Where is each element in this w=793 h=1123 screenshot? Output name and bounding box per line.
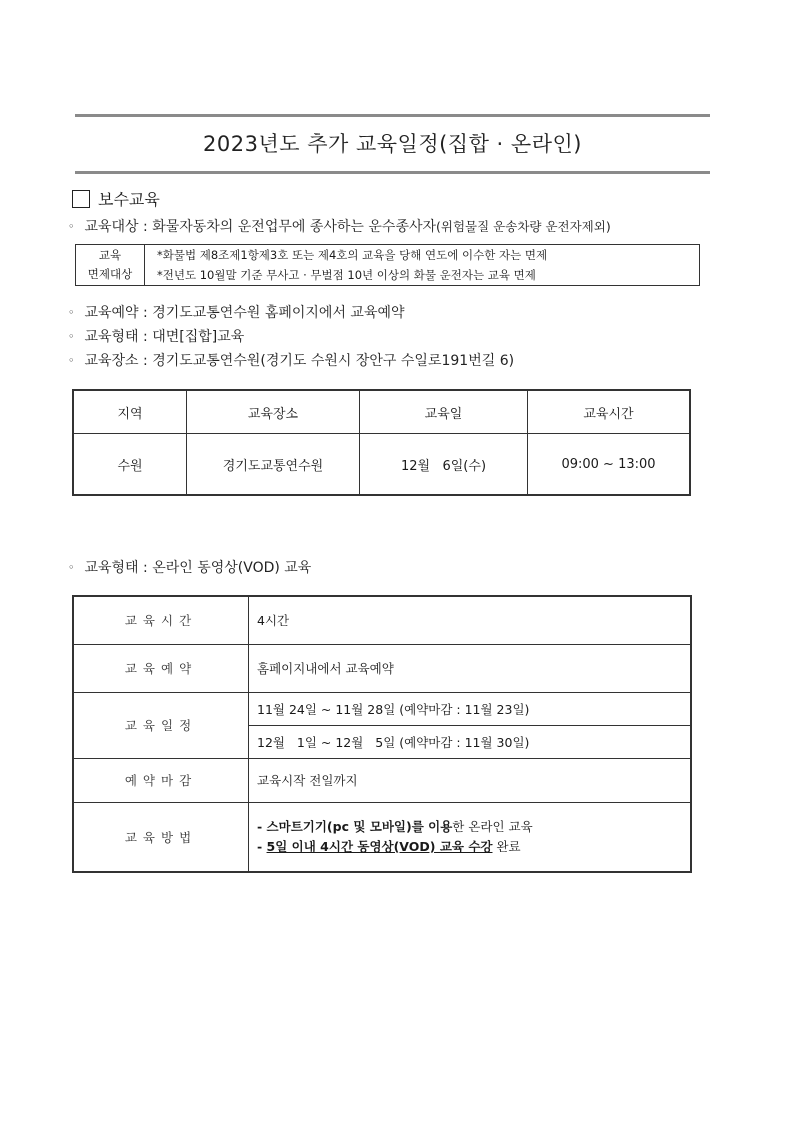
method-line-1-bold: - 스마트기기(pc 및 모바일)를 이용 — [257, 818, 453, 834]
table-row — [73, 434, 690, 496]
table-row — [73, 758, 691, 802]
row-value: 홈페이지내에서 교육예약 — [249, 644, 692, 692]
format-online-line: ◦ 교육형태 : 온라인 동영상(VOD) 교육 — [68, 560, 312, 576]
row-key: 교육일정 — [73, 692, 249, 758]
bullet-icon: ◦ — [68, 306, 75, 319]
title-bottom-rule — [75, 171, 710, 174]
table-header-row — [73, 390, 690, 434]
table-row — [73, 596, 691, 644]
exemption-line: *화물법 제8조제1항제3호 또는 제4호의 교육을 당해 연도에 이수한 자는 면제 — [145, 245, 700, 266]
section-label: 보수교육 — [98, 190, 160, 209]
format-offline-label: 교육형태 — [84, 329, 139, 345]
location-label: 교육장소 — [84, 353, 139, 369]
table-cell: 12월 6일(수) — [360, 434, 528, 496]
table-row — [76, 265, 700, 286]
bullet-icon: ◦ — [68, 220, 75, 233]
column-header: 교육장소 — [187, 390, 360, 434]
format-online-text: 온라인 동영상(VOD) 교육 — [152, 560, 312, 576]
exemption-header-line2: 면제대상 — [87, 267, 133, 281]
row-value: 12월 1일 ~ 12월 5일 (예약마감 : 11월 30일) — [249, 725, 692, 758]
table-row — [73, 692, 691, 725]
top-rule — [75, 114, 710, 117]
schedule-table — [72, 389, 691, 496]
reservation-label: 교육예약 — [84, 305, 139, 321]
reservation-text: 경기도교통연수원 홈페이지에서 교육예약 — [152, 305, 405, 321]
reservation-line: ◦ 교육예약 : 경기도교통연수원 홈페이지에서 교육예약 — [68, 305, 405, 321]
method-line-2-bold: 5일 이내 4시간 동영상(VOD) 교육 수강 — [266, 838, 493, 854]
exemption-line: *전년도 10월말 기준 무사고 · 무벌점 10년 이상의 화물 운전자는 교육 면제 — [145, 265, 700, 286]
exemption-header — [76, 245, 145, 286]
target-text: 화물자동차의 운전업무에 종사하는 운수종사자 — [152, 219, 437, 235]
row-value: 11월 24일 ~ 11월 28일 (예약마감 : 11월 23일) — [249, 692, 692, 725]
format-online-label: 교육형태 — [84, 560, 139, 576]
format-offline-line: ◦ 교육형태 : 대면[집합]교육 — [68, 329, 245, 345]
row-value: 교육시작 전일까지 — [249, 758, 692, 802]
row-value: 4시간 — [249, 596, 692, 644]
method-line-1-rest: 한 온라인 교육 — [452, 818, 533, 834]
column-header: 교육시간 — [528, 390, 691, 434]
checkbox-icon — [72, 190, 90, 208]
section-heading — [72, 187, 160, 210]
target-note: (위험물질 운송차량 운전자제외) — [436, 219, 611, 234]
online-table — [72, 595, 692, 873]
location-line: ◦ 교육장소 : 경기도교통연수원(경기도 수원시 장안구 수일로191번길 6) — [68, 353, 515, 369]
page-title: 2023년도 추가 교육일정(집합 · 온라인) — [203, 132, 582, 156]
method-line-1 — [257, 817, 689, 837]
table-row — [73, 802, 691, 872]
target-label: 교육대상 — [84, 219, 139, 235]
table-cell: 수원 — [73, 434, 187, 496]
column-header: 지역 — [73, 390, 187, 434]
bullet-icon: ◦ — [68, 330, 75, 343]
exemption-header-line1: 교육 — [98, 248, 122, 262]
row-key: 예약마감 — [73, 758, 249, 802]
method-line-2-prefix: - — [257, 838, 267, 854]
table-cell: 09:00 ~ 13:00 — [528, 434, 691, 496]
column-header: 교육일 — [360, 390, 528, 434]
row-key: 교육방법 — [73, 802, 249, 872]
method-cell — [249, 802, 692, 872]
format-offline-text: 대면[집합]교육 — [152, 329, 245, 345]
exemption-table — [75, 244, 700, 286]
location-text: 경기도교통연수원(경기도 수원시 장안구 수일로191번길 6) — [152, 353, 515, 369]
row-key: 교육시간 — [73, 596, 249, 644]
table-cell: 경기도교통연수원 — [187, 434, 360, 496]
bullet-icon: ◦ — [68, 561, 75, 574]
row-key: 교육예약 — [73, 644, 249, 692]
method-line-2 — [257, 837, 689, 857]
table-row — [76, 245, 700, 266]
method-line-2-rest: 완료 — [492, 838, 521, 854]
target-line: ◦ 교육대상 : 화물자동차의 운전업무에 종사하는 운수종사자(위험물질 운송차량 운전자제외) — [68, 219, 611, 235]
table-row — [73, 644, 691, 692]
bullet-icon: ◦ — [68, 354, 75, 367]
